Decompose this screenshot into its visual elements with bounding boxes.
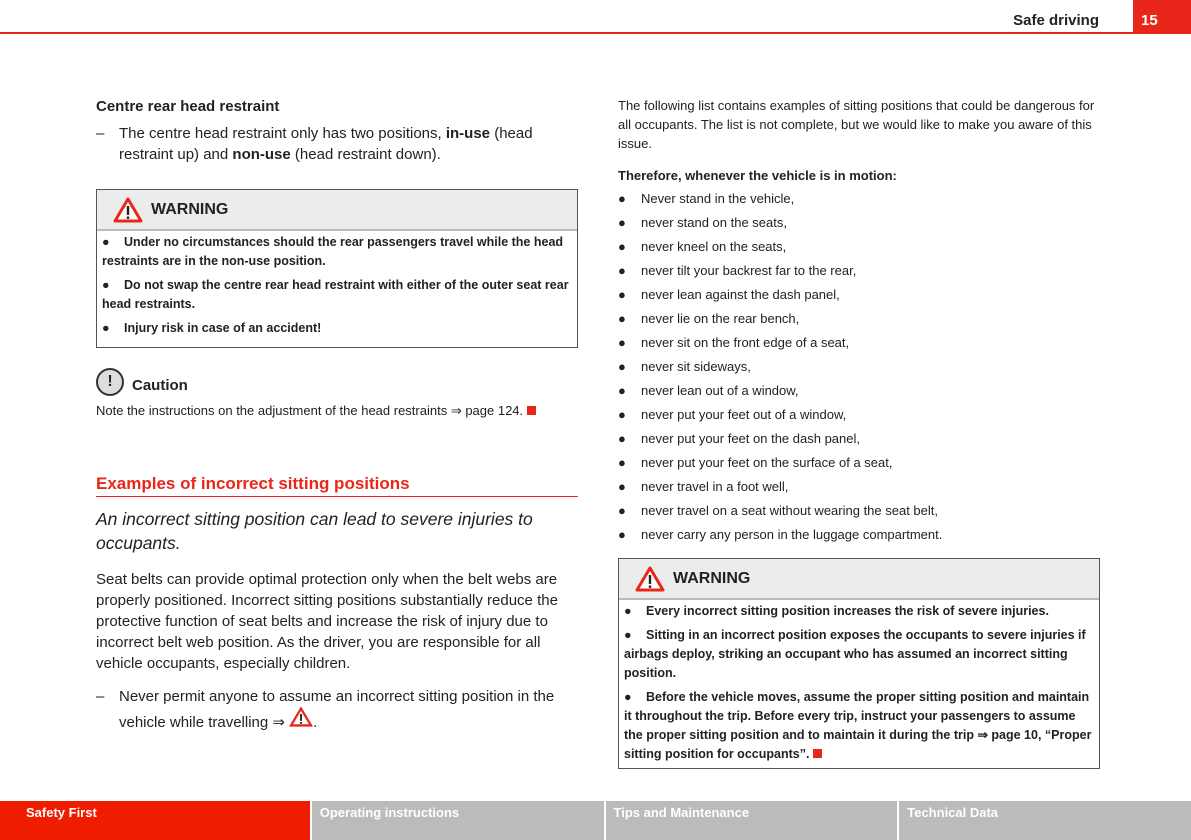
warning-item: ● Before the vehicle moves, assume the proper sitting position and maintain it throughout the trip. Before every trip, instruct your passengers to assume the proper sitting position and to maintain it during the trip ⇒ page 10, “Proper sitting position for occupants”.: [624, 690, 1092, 761]
end-square-icon: [813, 749, 822, 758]
footer-nav: [0, 801, 1191, 840]
caution-heading: ! Caution: [96, 368, 578, 396]
list-item: ● never lie on the rear bench,: [618, 311, 800, 326]
intro-text: The following list contains examples of sitting positions that could be dangerous for all occupants. The list is not complete, but we would like to make you aware of this issue.: [618, 98, 1095, 151]
list-item: ● never put your feet on the dash panel,: [618, 431, 860, 446]
caution-icon: !: [96, 368, 124, 396]
tab-operating-instructions[interactable]: Operating instructions: [312, 801, 604, 840]
tab-technical-data[interactable]: Technical Data: [899, 801, 1191, 840]
warning-title: WARNING: [673, 570, 751, 587]
body-text: Seat belts can provide optimal protection only when the belt webs are properly positioned. Incorrect sitting positions substantially reduce the protective function of seat belts and increase the risk of injury due to incorrect belt web position. As the driver, you are responsible for all vehicle occupants, especially children.: [96, 571, 558, 672]
header-rule: [0, 32, 1191, 34]
page-number: 15: [1133, 0, 1191, 34]
warning-item: ● Do not swap the centre rear head restraint with either of the outer seat rear head restraints.: [102, 278, 569, 311]
warning-item: ● Under no circumstances should the rear passengers travel while the head restraints are in the non-use position.: [102, 235, 564, 268]
section-title: Examples of incorrect sitting positions: [96, 473, 578, 497]
warning-box: [96, 189, 578, 348]
tab-safety-first[interactable]: Safety First: [0, 801, 310, 840]
chapter-title: Safe driving: [1013, 12, 1099, 29]
list-item: ● never kneel on the seats,: [618, 239, 787, 254]
list-item: ● never lean against the dash panel,: [618, 287, 840, 302]
list-item: ● never lean out of a window,: [618, 383, 799, 398]
warning-item: ● Sitting in an incorrect position exposes the occupants to severe injuries if airbags deploy, striking an occupant who has assumed an incorrect sitting position.: [624, 628, 1086, 680]
left-column: [96, 96, 578, 737]
list-item: ● never sit sideways,: [618, 359, 751, 374]
caution-text: Note the instructions on the adjustment of the head restraints ⇒ page 124.: [96, 400, 578, 421]
warning-triangle-icon: [113, 197, 143, 223]
list-item: ● never travel on a seat without wearing the seat belt,: [618, 503, 939, 518]
end-square-icon: [527, 406, 536, 415]
list-item: – Never permit anyone to assume an incorrect sitting position in the vehicle while travelling ⇒ .: [96, 688, 555, 731]
list-item: ● never stand on the seats,: [618, 215, 787, 230]
warning-box: [618, 558, 1100, 769]
sitting-list: [618, 189, 1100, 544]
warning-triangle-icon: [635, 566, 665, 592]
list-item: ● never travel in a foot well,: [618, 479, 789, 494]
list-item: ● never carry any person in the luggage compartment.: [618, 527, 943, 542]
right-column: [618, 96, 1100, 769]
list-item: ● never put your feet out of a window,: [618, 407, 847, 422]
list-item: ● never put your feet on the surface of a seat,: [618, 455, 893, 470]
warning-item: ● Every incorrect sitting position increases the risk of severe injuries.: [624, 604, 1049, 618]
list-item: – The centre head restraint only has two positions, in-use (head restraint up) and non-use (head restraint down).: [96, 125, 533, 163]
warning-triangle-icon: [289, 707, 313, 727]
list-item: ● never sit on the front edge of a seat,: [618, 335, 850, 350]
tab-tips-maintenance[interactable]: Tips and Maintenance: [606, 801, 898, 840]
list-item: ● never tilt your backrest far to the rear,: [618, 263, 857, 278]
section-intro: An incorrect sitting position can lead to severe injuries to occupants.: [96, 509, 533, 553]
warning-item: ● Injury risk in case of an accident!: [102, 321, 322, 335]
list-item: ● Never stand in the vehicle,: [618, 191, 795, 206]
subheading: Therefore, whenever the vehicle is in motion:: [618, 168, 897, 183]
warning-title: WARNING: [151, 201, 229, 218]
centre-heading: Centre rear head restraint: [96, 98, 280, 115]
